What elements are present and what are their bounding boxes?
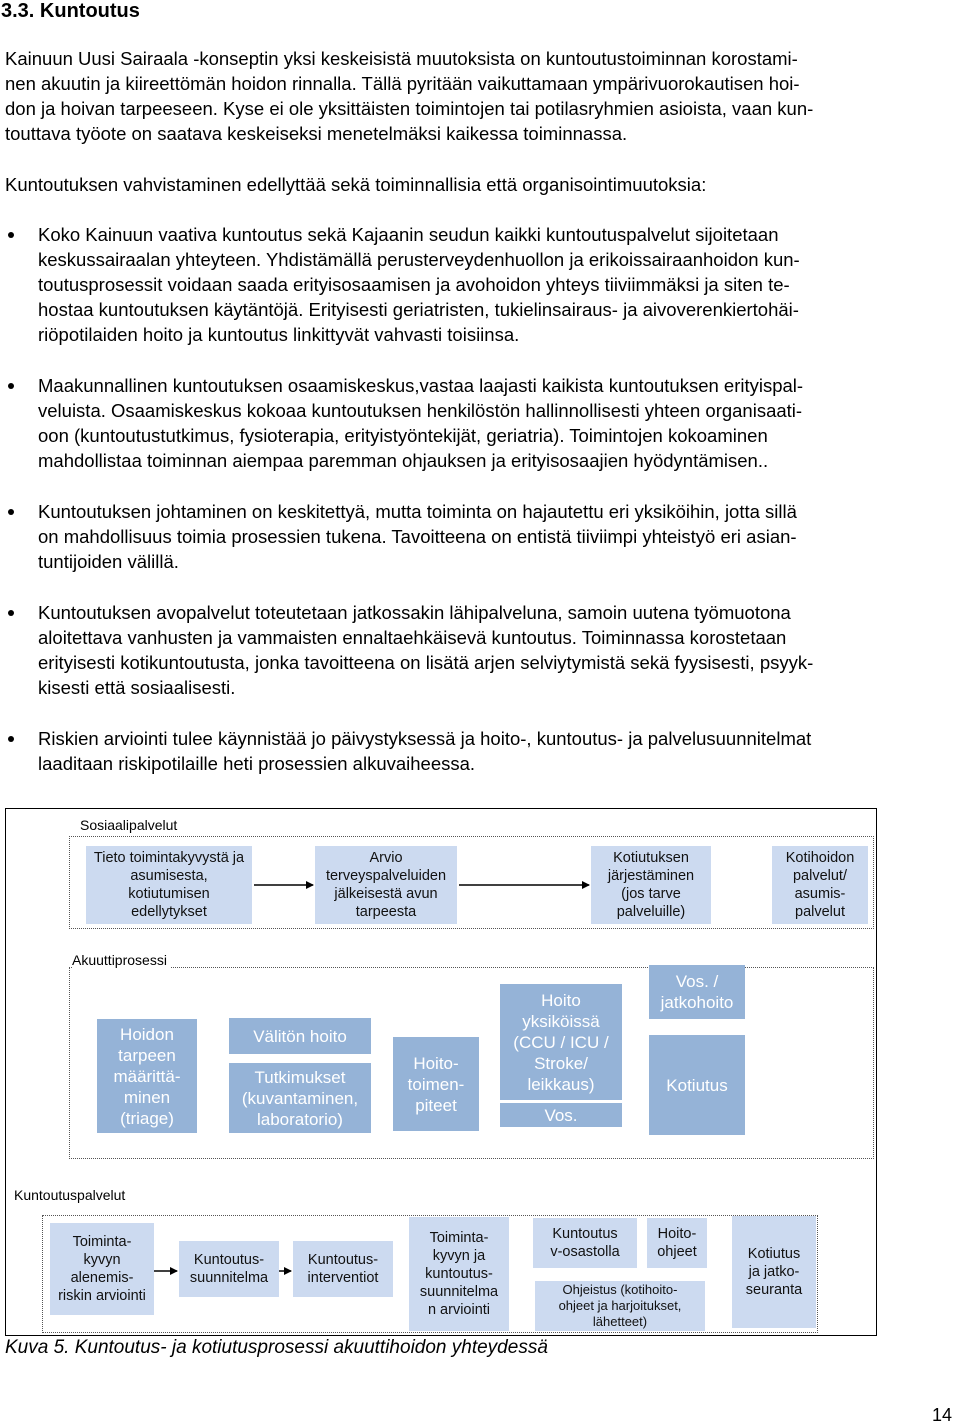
bullet-item: Koko Kainuun vaativa kuntoutus sekä Kajaanin seudun kaikki kuntoutuspalvelut sijoitetaan keskussairaalan yhteyteen. Yhdistämällä perusterveydenhuollon ja erikoissairaanhoidon kun- toutusprosessit voidaan saada erityisosaamisen ja avohoidon yhteys tiiviimmäksi ja siten te- hostaa kuntoutuksen käytäntöjä. Erityisesti geriatristen, tukielinsairaus- ja aivoverenkiertohäi- riöpotilaiden hoito ja kuntoutus linkittyvät vahvasti toisiinsa.: [5, 222, 955, 347]
rehab-box-arviointi: Toiminta- kyvyn ja kuntoutus- suunnitelma n arviointi: [409, 1217, 509, 1331]
acute-box-tutkimukset: Tutkimukset (kuvantaminen, laboratorio): [229, 1063, 371, 1133]
bullet-list: [5, 222, 955, 776]
acute-box-valiton-hoito: Välitön hoito: [229, 1018, 371, 1054]
rehab-box-seuranta: Kotiutus ja jatko- seuranta: [732, 1216, 816, 1328]
section-heading: 3.3. Kuntoutus: [1, 0, 140, 22]
rehab-box-ohjeistus: Ohjeistus (kotihoito- ohjeet ja harjoitukset, lähetteet): [535, 1281, 705, 1331]
intro-paragraph: Kainuun Uusi Sairaala -konseptin yksi keskeisistä muutoksista on kuntoutustoiminnan korostami- nen akuutin ja kiireettömän hoidon rinnalla. Tällä pyritään vaikuttamaan ympärivuorokautisen hoi- don ja hoivan tarpeeseen. Kyse ei ole yksittäisten toimintojen tai potilasryhmien asioista, vaan kun- touttava työote on saatava keskeiseksi menetelmäksi kaikessa toiminnassa.: [5, 48, 814, 144]
acute-box-hoitoyksikot: Hoito yksiköissä (CCU / ICU / Stroke/ leikkaus): [500, 984, 622, 1100]
rehab-box-riski: Toiminta- kyvyn alenemis- riskin arviointi: [50, 1223, 154, 1315]
acute-box-vos: Vos.: [500, 1103, 622, 1127]
sos-box-kotiutus: Kotiutuksen järjestäminen (jos tarve palveluille): [591, 846, 711, 924]
acute-box-hoitotoimenpiteet: Hoito- toimen- piteet: [393, 1037, 479, 1131]
lead-paragraph: Kuntoutuksen vahvistaminen edellyttää sekä toiminnallisia että organisointimuutoksia:: [5, 174, 707, 195]
rehab-box-hoito-ohjeet: Hoito- ohjeet: [647, 1218, 707, 1268]
bullet-item: Riskien arviointi tulee käynnistää jo päivystyksessä ja hoito-, kuntoutus- ja palvelusuunnitelmat laaditaan riskipotilaille heti prosessien alkuvaiheessa.: [5, 726, 955, 776]
acute-box-kotiutus: Kotiutus: [649, 1035, 745, 1135]
bullet-item: Kuntoutuksen avopalvelut toteutetaan jatkossakin lähipalveluna, samoin uutena työmuotona aloitettava vanhusten ja vammaisten ennaltaehkäisevä kuntoutus. Toiminnassa korostetaan erityisesti kotikuntoutusta, jonka tavoitteena on lisätä arjen selviytymistä sekä fyysisesti, psyyk- kisesti että sosiaalisesti.: [5, 600, 955, 700]
acute-box-triage: Hoidon tarpeen määrittä- minen (triage): [97, 1019, 197, 1133]
bullet-dot-icon: [8, 736, 14, 742]
bullet-item: Kuntoutuksen johtaminen on keskitettyä, mutta toiminta on hajautettu eri yksiköihin, jotta sillä on mahdollisuus toimia prosessien tukena. Tavoitteena on entistä tiiviimpi yhteistyö eri asian- tuntijoiden välillä.: [5, 499, 955, 574]
rehab-services-label: Kuntoutuspalvelut: [14, 1187, 126, 1203]
acute-process-label: Akuuttiprosessi: [72, 952, 170, 968]
rehab-box-suunnitelma: Kuntoutus- suunnitelma: [179, 1241, 279, 1297]
sos-box-kotihoito: Kotihoidon palvelut/ asumis- palvelut: [772, 846, 868, 924]
sos-box-arvio: Arvio terveyspalveluiden jälkeisestä avun tarpeesta: [315, 846, 457, 924]
page-number: 14: [932, 1405, 953, 1425]
social-services-label: Sosiaalipalvelut: [80, 817, 178, 833]
bullet-dot-icon: [8, 383, 14, 389]
rehab-box-osastolla: Kuntoutus v-osastolla: [533, 1218, 637, 1268]
bullet-dot-icon: [8, 232, 14, 238]
process-diagram: [5, 808, 877, 1336]
rehab-box-interventiot: Kuntoutus- interventiot: [293, 1241, 393, 1297]
bullet-dot-icon: [8, 509, 14, 515]
sos-box-info: Tieto toimintakyvystä ja asumisesta, kotiutumisen edellytykset: [86, 846, 252, 924]
bullet-item: Maakunnallinen kuntoutuksen osaamiskeskus,vastaa laajasti kaikista kuntoutuksen erityispal- veluista. Osaamiskeskus kokoaa kuntoutuksen henkilöstön hallinnollisesti yhteen organisaati- oon (kuntoutustutkimus, fysioterapia, erityistyöntekijät, geriatria). Toimintojen kokoaminen mahdollistaa toiminnan aiempaa paremman ohjauksen ja erityisosaajien hyödyntämisen..: [5, 373, 955, 473]
diagram-arrows: [6, 809, 878, 1337]
figure-caption: Kuva 5. Kuntoutus- ja kotiutusprosessi akuuttihoidon yhteydessä: [5, 1337, 548, 1358]
acute-box-vos-jatkohoito: Vos. / jatkohoito: [649, 965, 745, 1019]
bullet-dot-icon: [8, 610, 14, 616]
